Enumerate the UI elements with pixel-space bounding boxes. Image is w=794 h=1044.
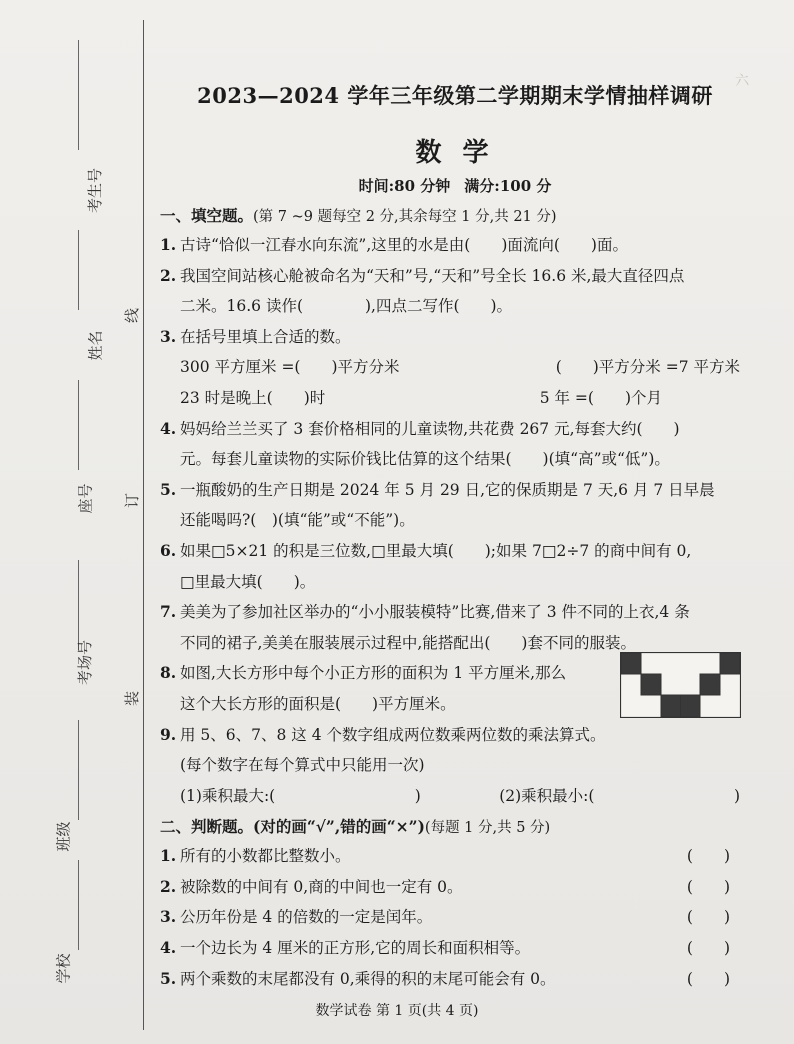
- label-zhuang: 装: [123, 690, 142, 707]
- question-number: 9.: [160, 724, 177, 744]
- question-number: 6.: [160, 540, 177, 560]
- label-class: 班级: [54, 821, 73, 852]
- exam-title: 2023—2024 学年三年级第二学期期末学情抽样调研: [197, 83, 713, 108]
- answer-blank: ( ): [686, 939, 730, 958]
- shaded-square: [641, 674, 661, 695]
- section-fill-blank-note: (第 7 ~9 题每空 2 分,其余每空 1 分,共 21 分): [253, 209, 557, 225]
- label-seat: 座号: [76, 483, 95, 514]
- question-text: 元。每套儿童读物的实际价钱比估算的这个结果( )(填“高”或“低”)。: [180, 450, 670, 469]
- unit-row: [180, 352, 750, 383]
- question-number: 1.: [160, 235, 177, 254]
- question-number: 2.: [160, 265, 177, 285]
- binding-margin: [0, 0, 150, 1044]
- question-text: 二米。16.6 读作( ),四点二写作( )。: [180, 297, 513, 316]
- exam-time: 时间:80 分钟: [358, 177, 451, 195]
- min-product-blank: (2)乘积最小:( ): [499, 786, 740, 805]
- label-school: 学校: [54, 953, 73, 984]
- question-text: 一个边长为 4 厘米的正方形,它的周长和面积相等。: [180, 939, 531, 958]
- question-text: 所有的小数都比整数小。: [180, 847, 351, 866]
- question-number: 3.: [160, 326, 177, 346]
- exam-score: 满分:100 分: [464, 177, 552, 195]
- fill-question-9: [160, 720, 750, 812]
- q8-grid-figure: [620, 652, 741, 718]
- question-text: □里最大填( )。: [180, 572, 316, 591]
- judge-question-5: [160, 964, 750, 995]
- question-text: 用 5、6、7、8 这 4 个数字组成两位数乘两位数的乘法算式。: [180, 725, 606, 744]
- label-name: 姓名: [86, 330, 105, 361]
- shaded-square: [681, 695, 701, 717]
- subject-title: 数 学: [415, 138, 495, 168]
- question-number: 8.: [160, 663, 177, 683]
- section-judge-heading: [160, 815, 750, 837]
- question-text: 还能喝吗?( )(填“能”或“不能”)。: [180, 511, 415, 530]
- answer-blank: ( ): [686, 908, 730, 927]
- question-number: 2.: [160, 876, 177, 896]
- question-text: 如图,大长方形中每个小正方形的面积为 1 平方厘米,那么: [180, 664, 567, 683]
- shaded-square: [621, 653, 641, 674]
- judge-question-1: [160, 841, 750, 872]
- fill-question-7: [160, 597, 750, 658]
- section-fill-blank-heading: [160, 204, 750, 226]
- label-exam-room: 考场号: [76, 639, 95, 686]
- question-text: 被除数的中间有 0,商的中间也一定有 0。: [180, 877, 463, 896]
- exam-content: [160, 80, 750, 994]
- fill-question-4: [160, 414, 750, 475]
- question-text: 不同的裙子,美美在服装展示过程中,能搭配出( )套不同的服装。: [180, 633, 636, 652]
- label-line: 线: [123, 307, 142, 324]
- fill-question-5: [160, 475, 750, 536]
- label-student-id: 考生号: [86, 167, 105, 214]
- page-footer: 数学试卷 第 1 页(共 4 页): [315, 1003, 479, 1019]
- section-fill-blank-title: 一、填空题。: [160, 206, 254, 225]
- judge-question-4: [160, 933, 750, 964]
- shaded-square: [720, 653, 740, 674]
- question-text: 这个大长方形的面积是( )平方厘米。: [180, 694, 456, 713]
- question-number: 1.: [160, 846, 177, 866]
- fill-question-2: [160, 261, 750, 322]
- answer-blank: ( ): [686, 969, 730, 988]
- question-number: 4.: [160, 938, 177, 958]
- unit-conversion: 23 时是晚上( )时: [180, 388, 326, 407]
- binding-rule: [143, 20, 144, 1030]
- section-judge-title: 二、判断题。(对的画“√”,错的画“×”): [160, 817, 425, 837]
- answer-blank: ( ): [686, 877, 730, 896]
- question-text: 公历年份是 4 的倍数的一定是闰年。: [180, 908, 433, 927]
- question-text: 两个乘数的末尾都没有 0,乘得的积的末尾可能会有 0。: [180, 969, 556, 988]
- name-underline: [78, 230, 79, 310]
- section-judge-note: (每题 1 分,共 5 分): [424, 820, 551, 837]
- question-text: 妈妈给兰兰买了 3 套价格相同的儿童读物,共花费 267 元,每套大约( ): [180, 419, 680, 438]
- question-text: 如果□5×21 的积是三位数,□里最大填( );如果 7□2÷7 的商中间有 0,: [180, 541, 692, 560]
- question-text: 美美为了参加社区举办的“小小服装模特”比赛,借来了 3 件不同的上衣,4 条: [180, 603, 690, 622]
- question-text: 一瓶酸奶的生产日期是 2024 年 5 月 29 日,它的保质期是 7 天,6 月 7 日早晨: [180, 480, 715, 499]
- max-product-blank: (1)乘积最大:( ): [180, 786, 421, 805]
- question-number: 5.: [160, 968, 177, 988]
- question-number: 5.: [160, 479, 177, 499]
- school-underline: [78, 860, 79, 950]
- class-underline: [78, 720, 79, 820]
- question-text: 在括号里填上合适的数。: [180, 327, 351, 346]
- label-ding: 订: [123, 492, 142, 509]
- question-text: (每个数字在每个算式中只能用一次): [180, 756, 425, 775]
- question-number: 3.: [160, 907, 177, 927]
- question-number: 7.: [160, 602, 177, 622]
- unit-row: [180, 383, 750, 414]
- room-underline: [78, 560, 79, 650]
- unit-conversion: ( )平方分米 =7 平方米: [555, 358, 740, 377]
- shaded-square: [700, 674, 720, 695]
- fill-question-6: [160, 536, 750, 597]
- student-id-underline: [78, 40, 79, 150]
- judge-question-2: [160, 872, 750, 903]
- show-through-text: 六: [734, 72, 750, 90]
- exam-meta: [160, 175, 750, 196]
- answer-blank: ( ): [686, 847, 730, 866]
- question-number: 4.: [160, 418, 177, 438]
- question-text: 我国空间站核心舱被命名为“天和”号,“天和”号全长 16.6 米,最大直径四点: [180, 266, 685, 285]
- judge-question-3: [160, 902, 750, 933]
- product-parts: [180, 781, 750, 812]
- fill-question-1: [160, 230, 750, 261]
- unit-conversion: 5 年 =( )个月: [539, 388, 662, 407]
- fill-question-3: [160, 322, 750, 414]
- shaded-square: [661, 695, 681, 717]
- seat-underline: [78, 380, 79, 470]
- unit-conversion: 300 平方厘米 =( )平方分米: [180, 358, 400, 377]
- question-text: 古诗“恰似一江春水向东流”,这里的水是由( )面流向( )面。: [180, 236, 628, 254]
